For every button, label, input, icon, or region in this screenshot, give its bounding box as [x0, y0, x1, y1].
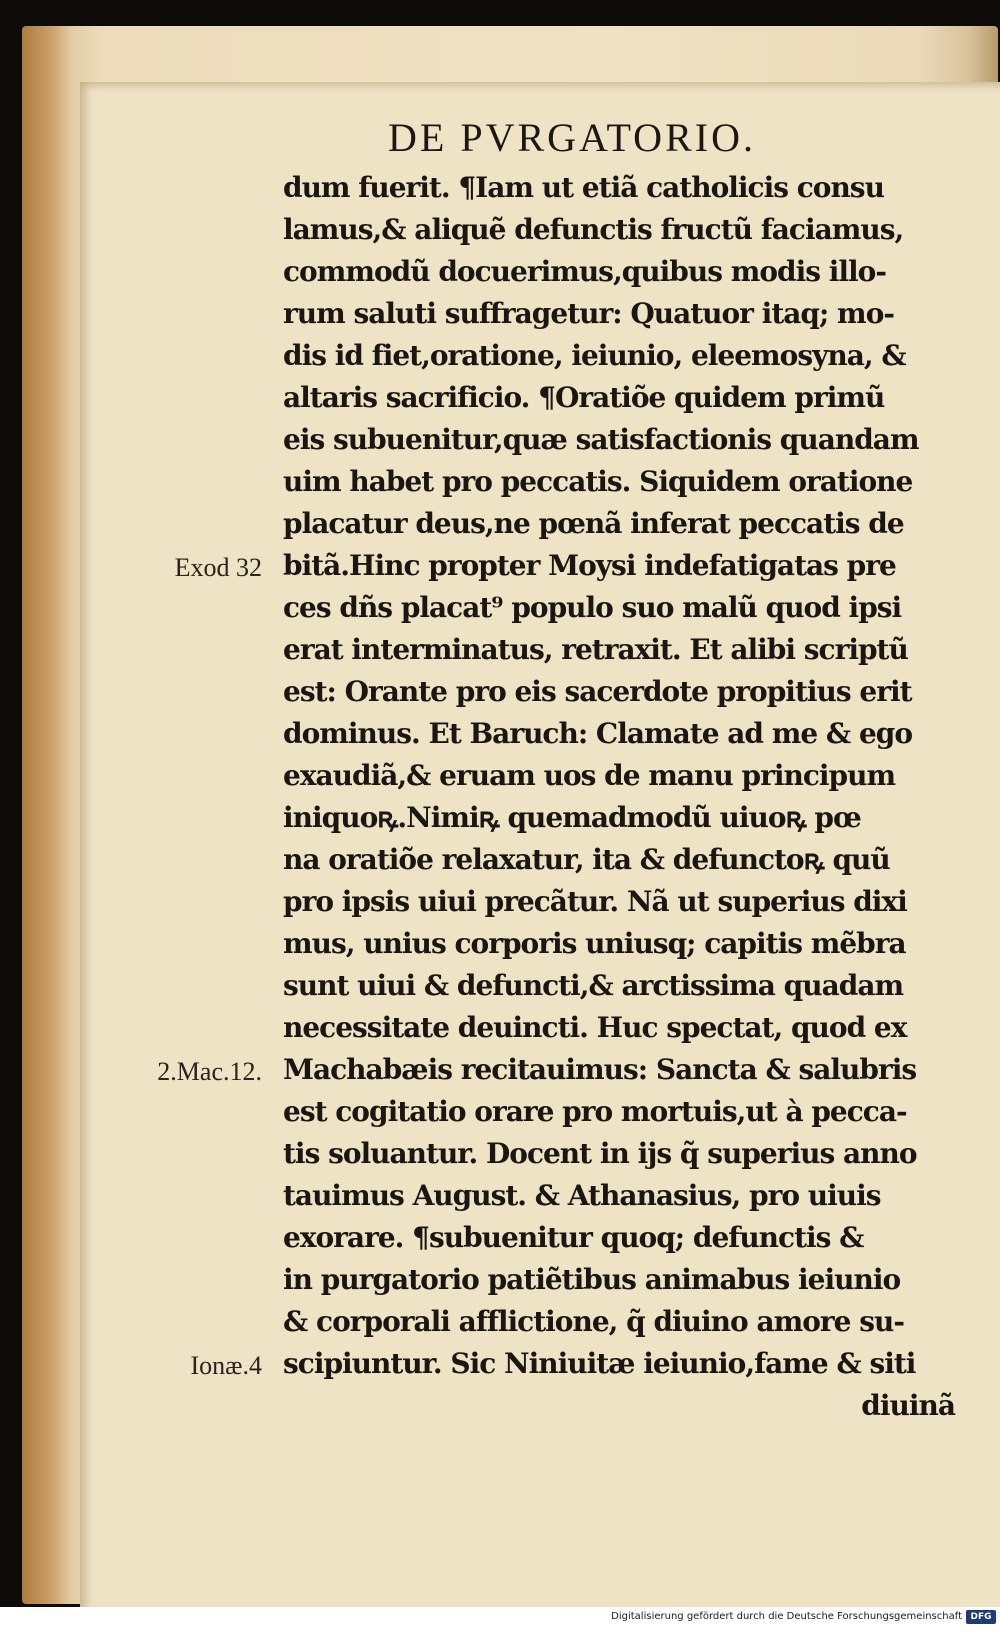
text-line: diuinã — [861, 1389, 955, 1422]
text-line: & corporali afflictione, q̃ diuino amore su- — [283, 1305, 904, 1338]
text-line: placatur deus,ne pœnã inferat peccatis de — [283, 507, 904, 540]
text-line: na oratiõe relaxatur, ita & defunctoꝶ quũ — [283, 843, 890, 876]
text-line: tauimus August. & Athanasius, pro uiuis — [283, 1179, 881, 1212]
text-line: dominus. Et Baruch: Clamate ad me & ego — [283, 717, 913, 750]
page-header: DE PVRGATORIO. — [388, 115, 756, 160]
margin-note: 2.Mac.12. — [157, 1057, 262, 1086]
text-line: in purgatorio patiẽtibus animabus ieiunio — [283, 1263, 901, 1296]
dfg-logo-icon: DFG — [966, 1610, 996, 1624]
text-line: necessitate deuincti. Huc spectat, quod ex — [283, 1011, 907, 1044]
text-line: scipiuntur. Sic Niniuitæ ieiunio,fame & siti — [283, 1347, 916, 1380]
text-line: dis id fiet,oratione, ieiunio, eleemosyna, & — [283, 339, 906, 372]
digitization-credit: Digitalisierung gefördert durch die Deutsche Forschungsgemeinschaft — [611, 1611, 962, 1622]
text-line: uim habet pro peccatis. Siquidem oratione — [283, 465, 913, 498]
text-line: rum saluti suffragetur: Quatuor itaq; mo- — [283, 297, 894, 330]
margin-note: Ionæ.4 — [190, 1351, 262, 1380]
text-line: mus, unius corporis uniusq; capitis mẽbra — [283, 927, 906, 960]
text-line: eis subuenitur,quæ satisfactionis quandam — [283, 423, 919, 456]
text-line: exorare. ¶subuenitur quoq; defunctis & — [283, 1221, 864, 1254]
text-line: iniquoꝶ.Nimiꝶ quemadmodũ uiuoꝶ pœ — [283, 801, 861, 834]
text-line: tis soluantur. Docent in ijs q̃ superius anno — [283, 1137, 917, 1170]
text-line: commodũ docuerimus,quibus modis illo- — [283, 255, 886, 288]
text-line: dum fuerit. ¶Iam ut etiã catholicis consu — [283, 171, 884, 204]
text-line: lamus,& aliquẽ defunctis fructũ faciamus, — [283, 213, 904, 246]
text-line: est: Orante pro eis sacerdote propitius erit — [283, 675, 912, 708]
text-line: bitã.Hinc propter Moysi indefatigatas pre — [283, 549, 896, 582]
margin-note: Exod 32 — [174, 553, 262, 582]
text-line: pro ipsis uiui precãtur. Nã ut superius dixi — [283, 885, 907, 918]
text-line: est cogitatio orare pro mortuis,ut à pecca- — [283, 1095, 907, 1128]
text-line: altaris sacrificio. ¶Oratiõe quidem primũ — [283, 381, 885, 414]
text-line: ces dñs placat⁹ populo suo malũ quod ipsi — [283, 591, 902, 624]
text-line: sunt uiui & defuncti,& arctissima quadam — [283, 969, 904, 1002]
text-line: Machabæis recitauimus: Sancta & salubris — [283, 1053, 917, 1086]
body-text — [283, 167, 973, 1427]
text-line: exaudiã,& eruam uos de manu principum — [283, 759, 896, 792]
text-line: erat interminatus, retraxit. Et alibi scriptũ — [283, 633, 908, 666]
